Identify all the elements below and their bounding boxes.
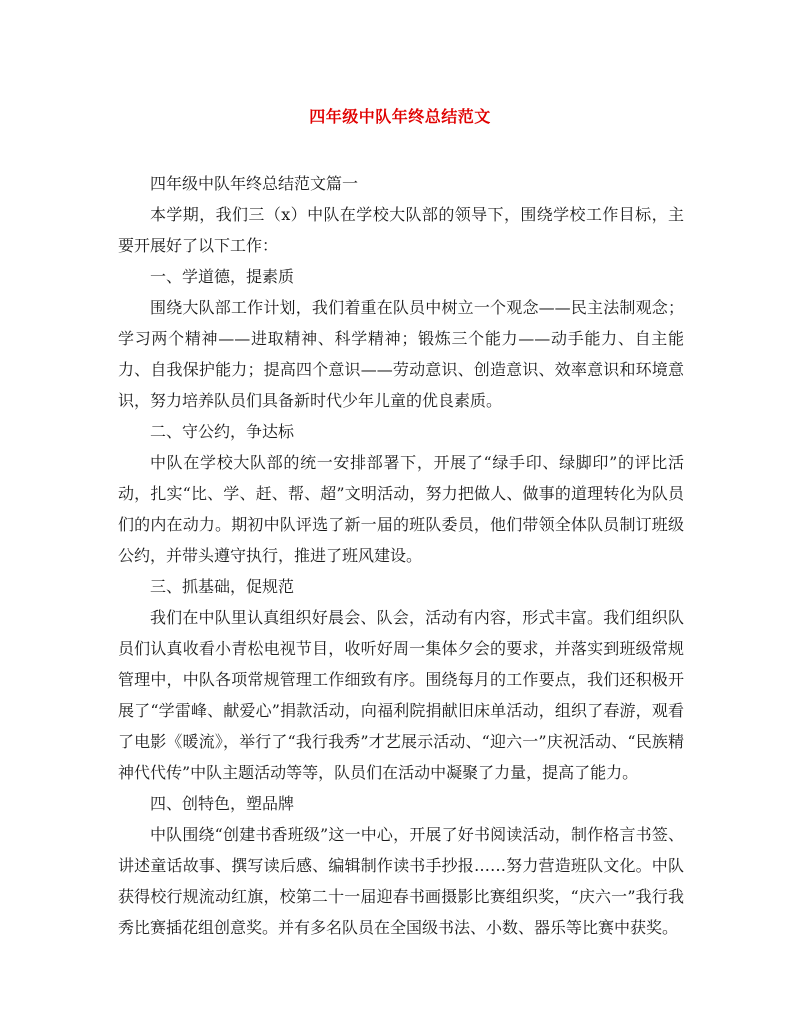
paragraph-subtitle: 四年级中队年终总结范文篇一 (150, 174, 359, 193)
section-body-4: 中队围绕“创建书香班级”这一中心，开展了好书阅读活动，制作格言书签、讲述童话故事、撰写读后感、编辑制作读书手抄报……努力营造班队文化。中队获得校行规流动红旗，校第二十一届迎春书画摄影比赛组织奖，“庆六一”我行我秀比赛插花组创意奖。并有多名队员在全国级书法、小数、器乐等比赛中获奖。 (118, 825, 684, 937)
section-body-2: 中队在学校大队部的统一安排部署下，开展了“绿手印、绿脚印”的评比活动，扎实“比、学、赶、帮、超”文明活动，努力把做人、做事的道理转化为队员们的内在动力。期初中队评选了新一届的班队委员，他们带领全体队员制订班级公约，并带头遵守执行，推进了班风建设。 (118, 453, 684, 565)
section-heading-3: 三、抓基础，促规范 (150, 577, 295, 596)
paragraph-intro: 本学期，我们三（x）中队在学校大队部的领导下，围绕学校工作目标，主要开展好了以下工作： (118, 205, 684, 255)
section-heading-1: 一、学道德，提素质 (150, 267, 295, 286)
section-heading-2: 二、守公约，争达标 (150, 422, 295, 441)
section-heading-4: 四、创特色，塑品牌 (150, 794, 295, 813)
document-title: 四年级中队年终总结范文 (309, 107, 491, 126)
section-body-1: 围绕大队部工作计划，我们着重在队员中树立一个观念——民主法制观念；学习两个精神——进取精神、科学精神；锻炼三个能力——动手能力、自主能力、自我保护能力；提高四个意识——劳动意识、创造意识、效率意识和环境意识，努力培养队员们具备新时代少年儿童的优良素质。 (118, 298, 684, 410)
section-body-3: 我们在中队里认真组织好晨会、队会，活动有内容，形式丰富。我们组织队员们认真收看小青松电视节目，收听好周一集体夕会的要求，并落实到班级常规管理中，中队各项常规管理工作细致有序。围绕每月的工作要点，我们还积极开展了“学雷峰、献爱心”捐款活动，向福利院捐献旧床单活动，组织了春游，观看了电影《暖流》，举行了“我行我秀”才艺展示活动、“迎六一”庆祝活动、“民族精神代代传”中队主题活动等等，队员们在活动中凝聚了力量，提高了能力。 (118, 608, 684, 782)
document-body (118, 168, 684, 943)
